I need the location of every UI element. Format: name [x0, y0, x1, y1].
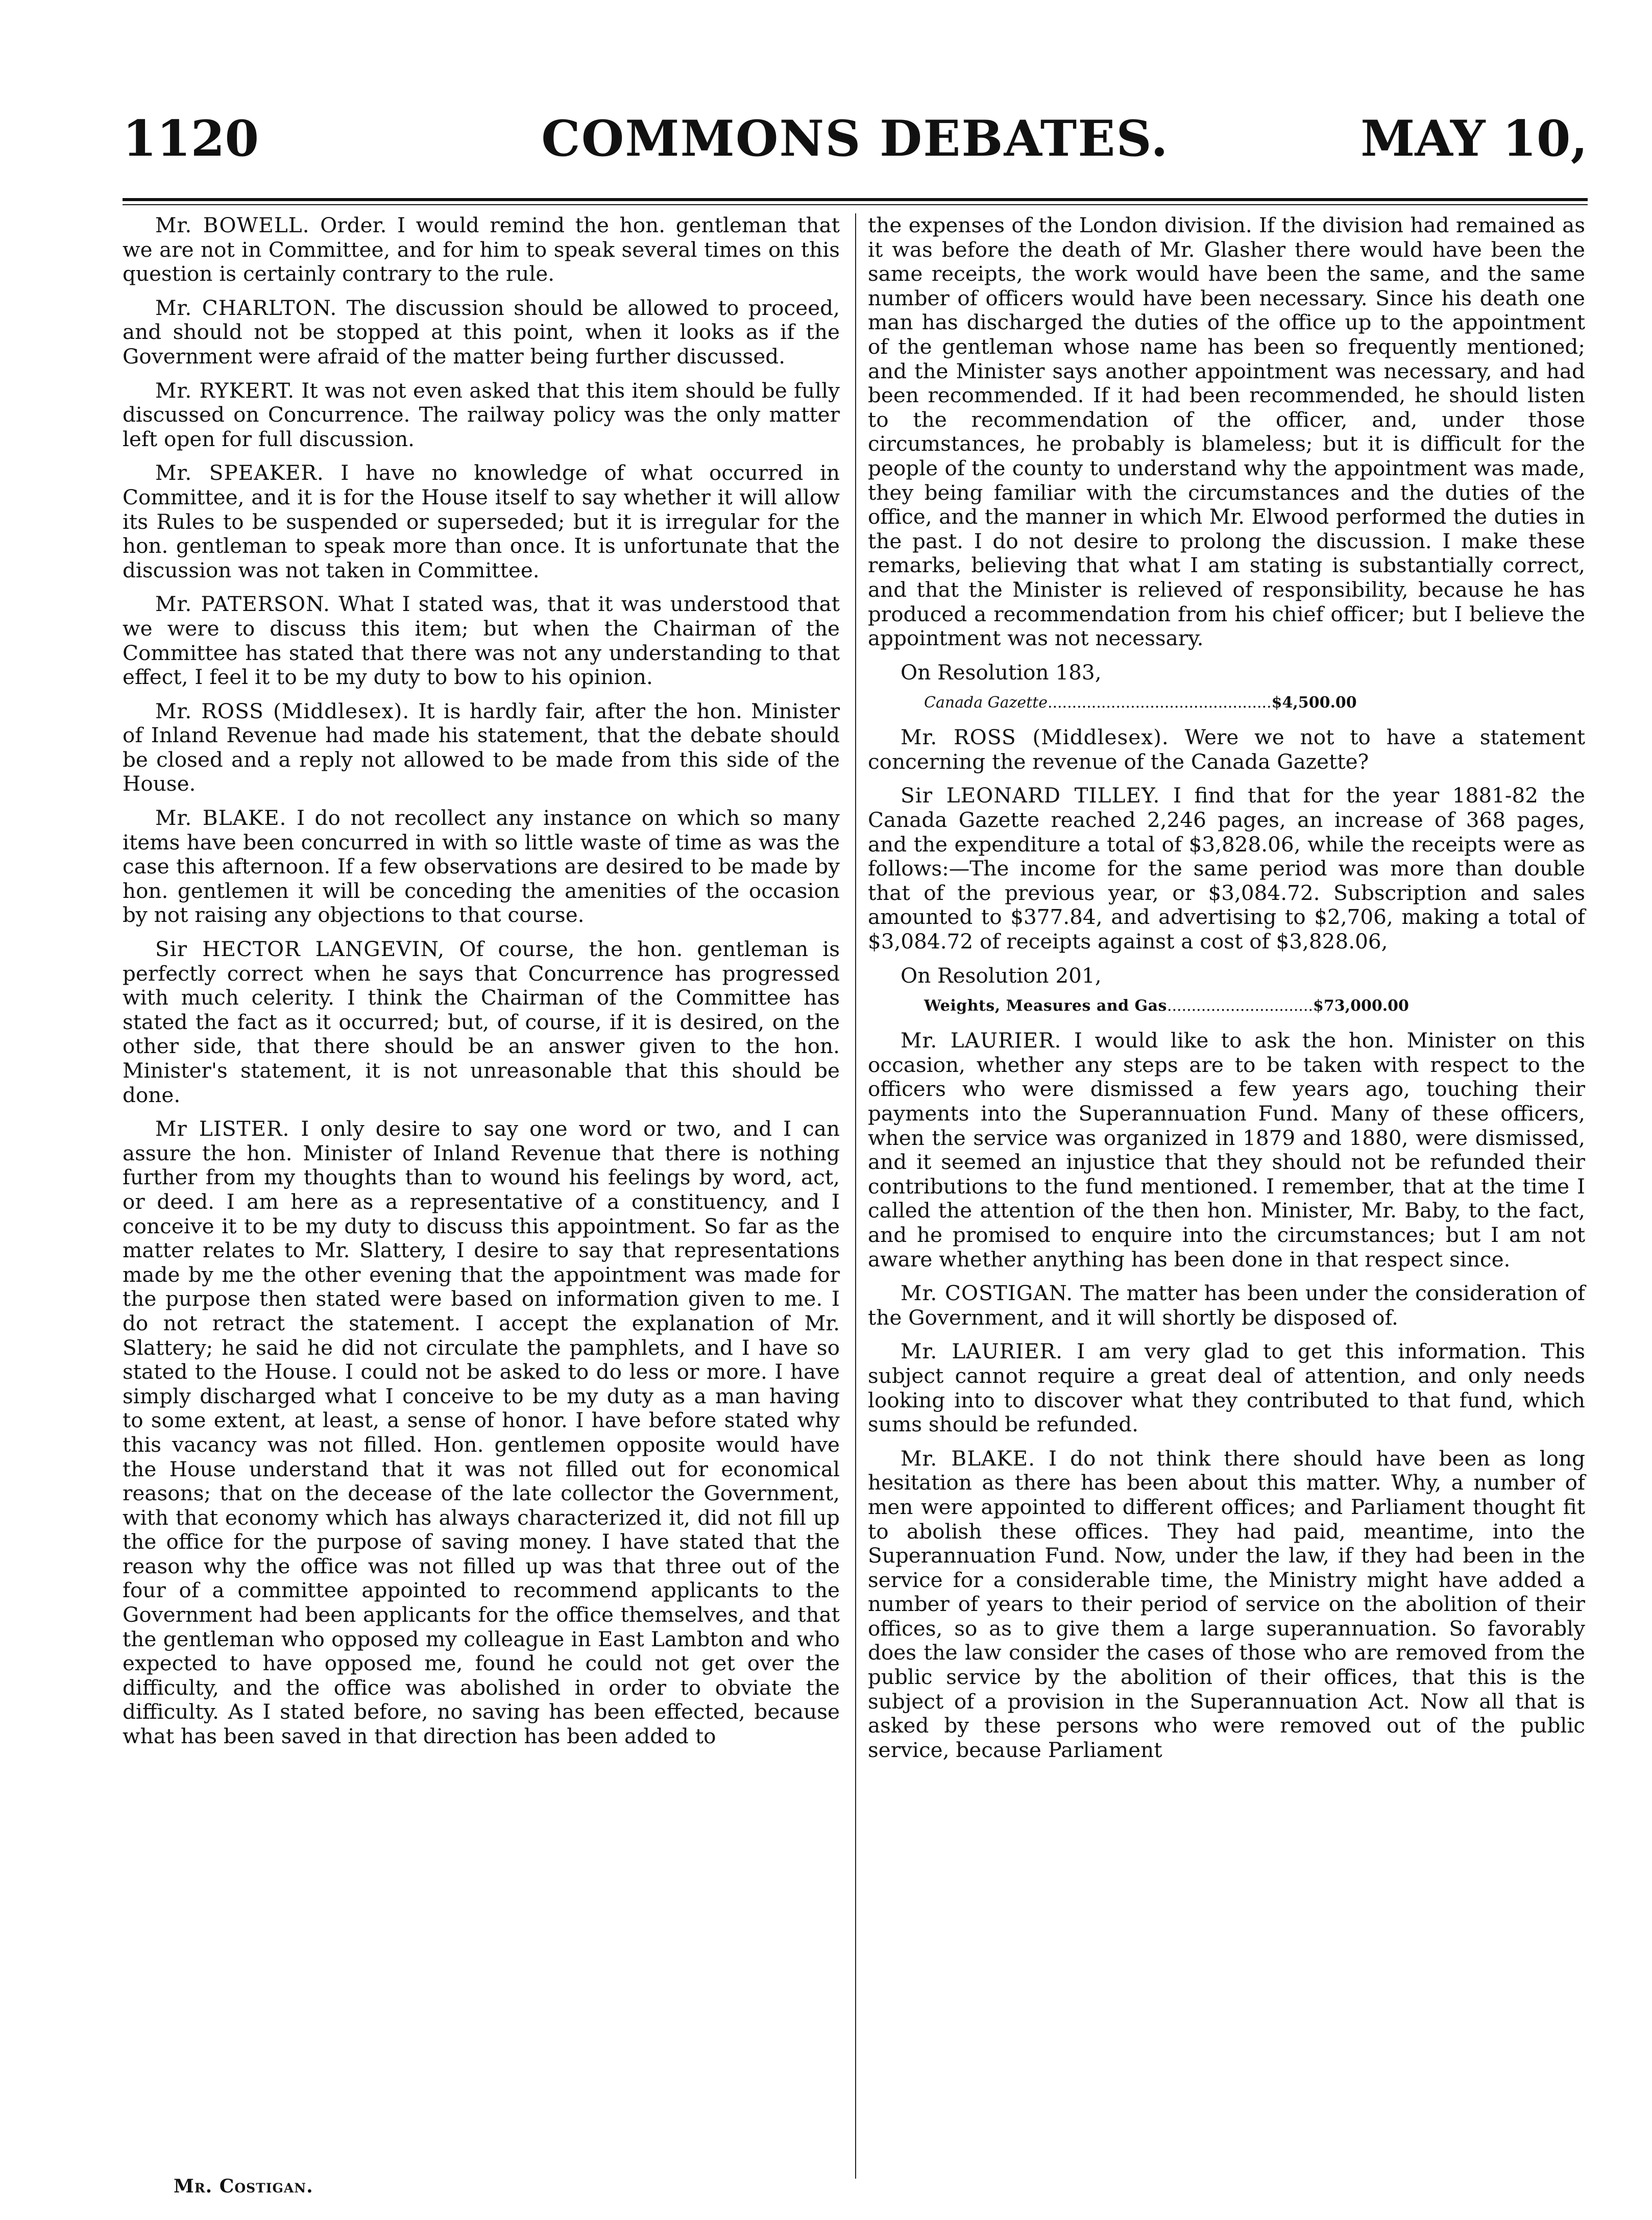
speech-paragraph	[123, 806, 840, 928]
speaker-name: Mr. LAURIER.	[901, 1339, 1063, 1364]
speech-paragraph	[123, 296, 840, 369]
page-number: 1120	[123, 110, 259, 167]
page-header	[123, 110, 1588, 181]
item-name: Weights, Measures and Gas	[924, 997, 1167, 1015]
speech-paragraph	[123, 379, 840, 452]
speaker-name: Mr. PATERSON.	[155, 592, 330, 617]
speaker-name: Mr. RYKERT.	[155, 378, 295, 403]
speech-paragraph	[868, 1339, 1585, 1436]
item-amount: $73,000.00	[1313, 997, 1409, 1015]
speech-paragraph	[868, 784, 1585, 954]
speech-text: What I stated was, that it was understood that we were to discuss this item; but when the Chairman of the Committee has stated that there was not any understanding to that effect, I feel it to be my duty to bow to his opinion.	[123, 592, 840, 690]
speaker-name: Mr LISTER.	[155, 1116, 290, 1141]
right-column	[868, 213, 1585, 1772]
speech-text: I have no knowledge of what occurred in Committee, and it is for the House itself to say whether it will allow its Rules to be suspended or superseded; but it is irregular for the hon. gentleman to speak more than once. It is unfortunate that the discussion was not taken in Committee.	[123, 460, 840, 582]
speech-text: The discussion should be allowed to proceed, and should not be stopped at this point, when it looks as if the Government were afraid of the matter being further discussed.	[123, 295, 840, 369]
speech-paragraph	[123, 1117, 840, 1748]
speaker-name: Mr. COSTIGAN.	[901, 1281, 1074, 1306]
estimate-item	[924, 693, 1585, 713]
speech-paragraph	[868, 725, 1585, 774]
speech-text: It was not even asked that this item should be fully discussed on Concurrence. The railway policy was the only matter left open for full discussion.	[123, 378, 840, 451]
speech-paragraph	[123, 937, 840, 1107]
speaker-name: Mr. CHARLTON.	[155, 295, 337, 320]
speech-text: I would like to ask the hon. Minister on this occasion, whether any steps are to be taken with respect to the officers who were dismissed a few years ago, touching their payments into the Superannuation Fund. Many of these officers, when the service was organized in 1879 and 1880, were dismissed, and it seemed an injustice that they should not be refunded their contributions to the fund mentioned. I remember, that at the time I called the attention of the then hon. Minister, Mr. Baby, to the fact, and he promised to enquire into the circumstances; but I am not aware whether anything has been done in that respect since.	[868, 1028, 1585, 1272]
item-amount: $4,500.00	[1271, 694, 1357, 712]
speech-text: I do not think there should have been as long hesitation as there has been about this matter. Why, a number of men were appointed to different offices; and Parliament thought fit to abolish these offices. They had paid, meantime, into the Superannuation Fund. Now, under the law, if they had been in the service for a considerable time, the Ministry might have added a number of years to their period of service on the abolition of their offices, so as to give them a large superannuation. So favorably does the law consider the cases of those who are removed from the public service by the abolition of their offices, that this is the subject of a provision in the Superannuation Act. Now all that is asked by these persons who were removed out of the public service, because Parliament	[868, 1446, 1586, 1762]
speech-text: I find that for the year 1881-82 the Canada Gazette reached 2,246 pages, an increase of 368 pages, and the expenditure a total of $3,828.06, while the receipts were as follows:—The income for the same period was more than double that of the previous year, or $3,084.72. Subscription and sales amounted to $377.84, and advertising to $2,706, making a total of $3,084.72 of receipts against a cost of $3,828.06,	[868, 783, 1586, 954]
header-rule	[123, 198, 1588, 201]
column-divider	[855, 213, 856, 2179]
page-footer: Mr. Costigan.	[174, 2176, 313, 2197]
speech-paragraph	[868, 1029, 1585, 1272]
speech-text: Were we not to have a statement concerning the revenue of the Canada Gazette?	[868, 725, 1585, 774]
speaker-name: Sir LEONARD TILLEY.	[901, 783, 1160, 808]
speech-text: Of course, the hon. gentleman is perfectly correct when he says that Concurrence has progressed with much celerity. I think the Chairman of the Committee has stated the fact as it occurred; but, of course, if it is desired, on the other side, that there should be an answer given to the hon. Minister's statement, it is not unreasonable that this should be done.	[123, 937, 840, 1107]
speaker-name: Mr. LAURIER.	[901, 1028, 1062, 1053]
speaker-name: Mr. BLAKE.	[901, 1446, 1035, 1471]
item-name: Canada Gazette	[924, 694, 1048, 712]
speech-paragraph	[123, 461, 840, 582]
speech-text: I am very glad to get this information. This subject cannot require a great deal of attention, and only needs looking into to discover what they contributed to that fund, which sums should be refunded.	[868, 1339, 1586, 1437]
speaker-name: Mr. BLAKE.	[155, 806, 287, 831]
speech-paragraph	[123, 213, 840, 286]
left-column	[123, 213, 840, 1759]
speech-paragraph	[868, 1281, 1585, 1330]
speech-paragraph	[123, 699, 840, 796]
speaker-name: Sir HECTOR LANGEVIN,	[155, 937, 445, 962]
speech-paragraph	[868, 1447, 1585, 1763]
header-date: MAY 10,	[1361, 110, 1588, 167]
header-rule-thin	[123, 204, 1588, 205]
speaker-name: Mr. ROSS (Middlesex).	[901, 725, 1169, 750]
speech-text: I do not recollect any instance on which so many items have been concurred in with so little waste of time as was the case this afternoon. If a few observations are desired to be made by hon. gentlemen it will be conceding the amenities of the occasion by not raising any objections to that course.	[123, 806, 840, 928]
journal-title: COMMONS DEBATES.	[541, 110, 1169, 167]
continued-paragraph: the expenses of the London division. If the division had remained as it was before the death of Mr. Glasher there would have been the same receipts, the work would have been the same, and the same number of officers would have been necessary. Since his death one man has discharged the duties of the office up to the appointment of the gentleman whose name has been so frequently mentioned; and the Minister says another appointment was necessary, and had been recommended. If it had been recommended, he should listen to the recommendation of the officer, and, under those circumstances, he probably is blameless; but it is difficult for the people of the county to understand why the appointment was made, they being familiar with the circumstances and the duties of the office, and the manner in which Mr. Elwood performed the duties in the past. I do not desire to prolong the discussion. I make these remarks, believing that what I am stating is substantially correct, and that the Minister is relieved of responsibility, because he has produced a recommendation from his chief officer; but I believe the appointment was not necessary.	[868, 213, 1585, 651]
speech-paragraph	[123, 592, 840, 689]
speaker-name: Mr. BOWELL.	[155, 213, 310, 237]
resolution-heading: On Resolution 201,	[901, 963, 1102, 988]
dot-leader: ..............................	[1167, 997, 1314, 1015]
estimate-item	[924, 996, 1585, 1016]
dot-leader: ..............................................	[1047, 694, 1272, 712]
speech-text: The matter has been under the consideration of the Government, and it will shortly be disposed of.	[868, 1281, 1585, 1330]
resolution-heading: On Resolution 183,	[901, 660, 1102, 685]
speech-text: It is hardly fair, after the hon. Minister of Inland Revenue had made his statement, that the debate should be closed and a reply not allowed to be made from this side of the House.	[123, 698, 840, 796]
speech-text: I only desire to say one word or two, and I can assure the hon. Minister of Inland Revenue that there is nothing further from my thoughts than to wound his feelings by word, act, or deed. I am here as a representative of a constituency, and I conceive it to be my duty to discuss this appointment. So far as the matter relates to Mr. Slattery, I desire to say that representations made by me the other evening that the appointment was made for the purpose then stated were based on information given to me. I do not retract the statement. I accept the explanation of Mr. Slattery; he said he did not circulate the pamphlets, and I have so stated to the House. I could not be asked to do less or more. I have simply discharged what I conceive to be my duty as a man having to some extent, at least, a sense of honor. I have before stated why this vacancy was not filled. Hon. gentlemen opposite would have the House understand that it was not filled out for economical reasons; that on the decease of the late collector the Government, with that economy which has always characterized it, did not fill up the office for the purpose of saving money. I have stated that the reason why the office was not filled up was that three out of the four of a committee appointed to recommend applicants to the Government had been applicants for the office themselves, and that the gentleman who opposed my colleague in East Lambton and who expected to have opposed me, found he could not get over the difficulty, and the office was abolished in order to obviate the difficulty. As I stated before, no saving has been effected, because what has been saved in that direction has been added to	[123, 1116, 840, 1749]
speech-text: Order. I would remind the hon. gentleman that we are not in Committee, and for him to speak several times on this question is certainly contrary to the rule.	[123, 213, 840, 286]
speaker-name: Mr. ROSS (Middlesex).	[155, 698, 410, 723]
speaker-name: Mr. SPEAKER.	[155, 460, 324, 485]
